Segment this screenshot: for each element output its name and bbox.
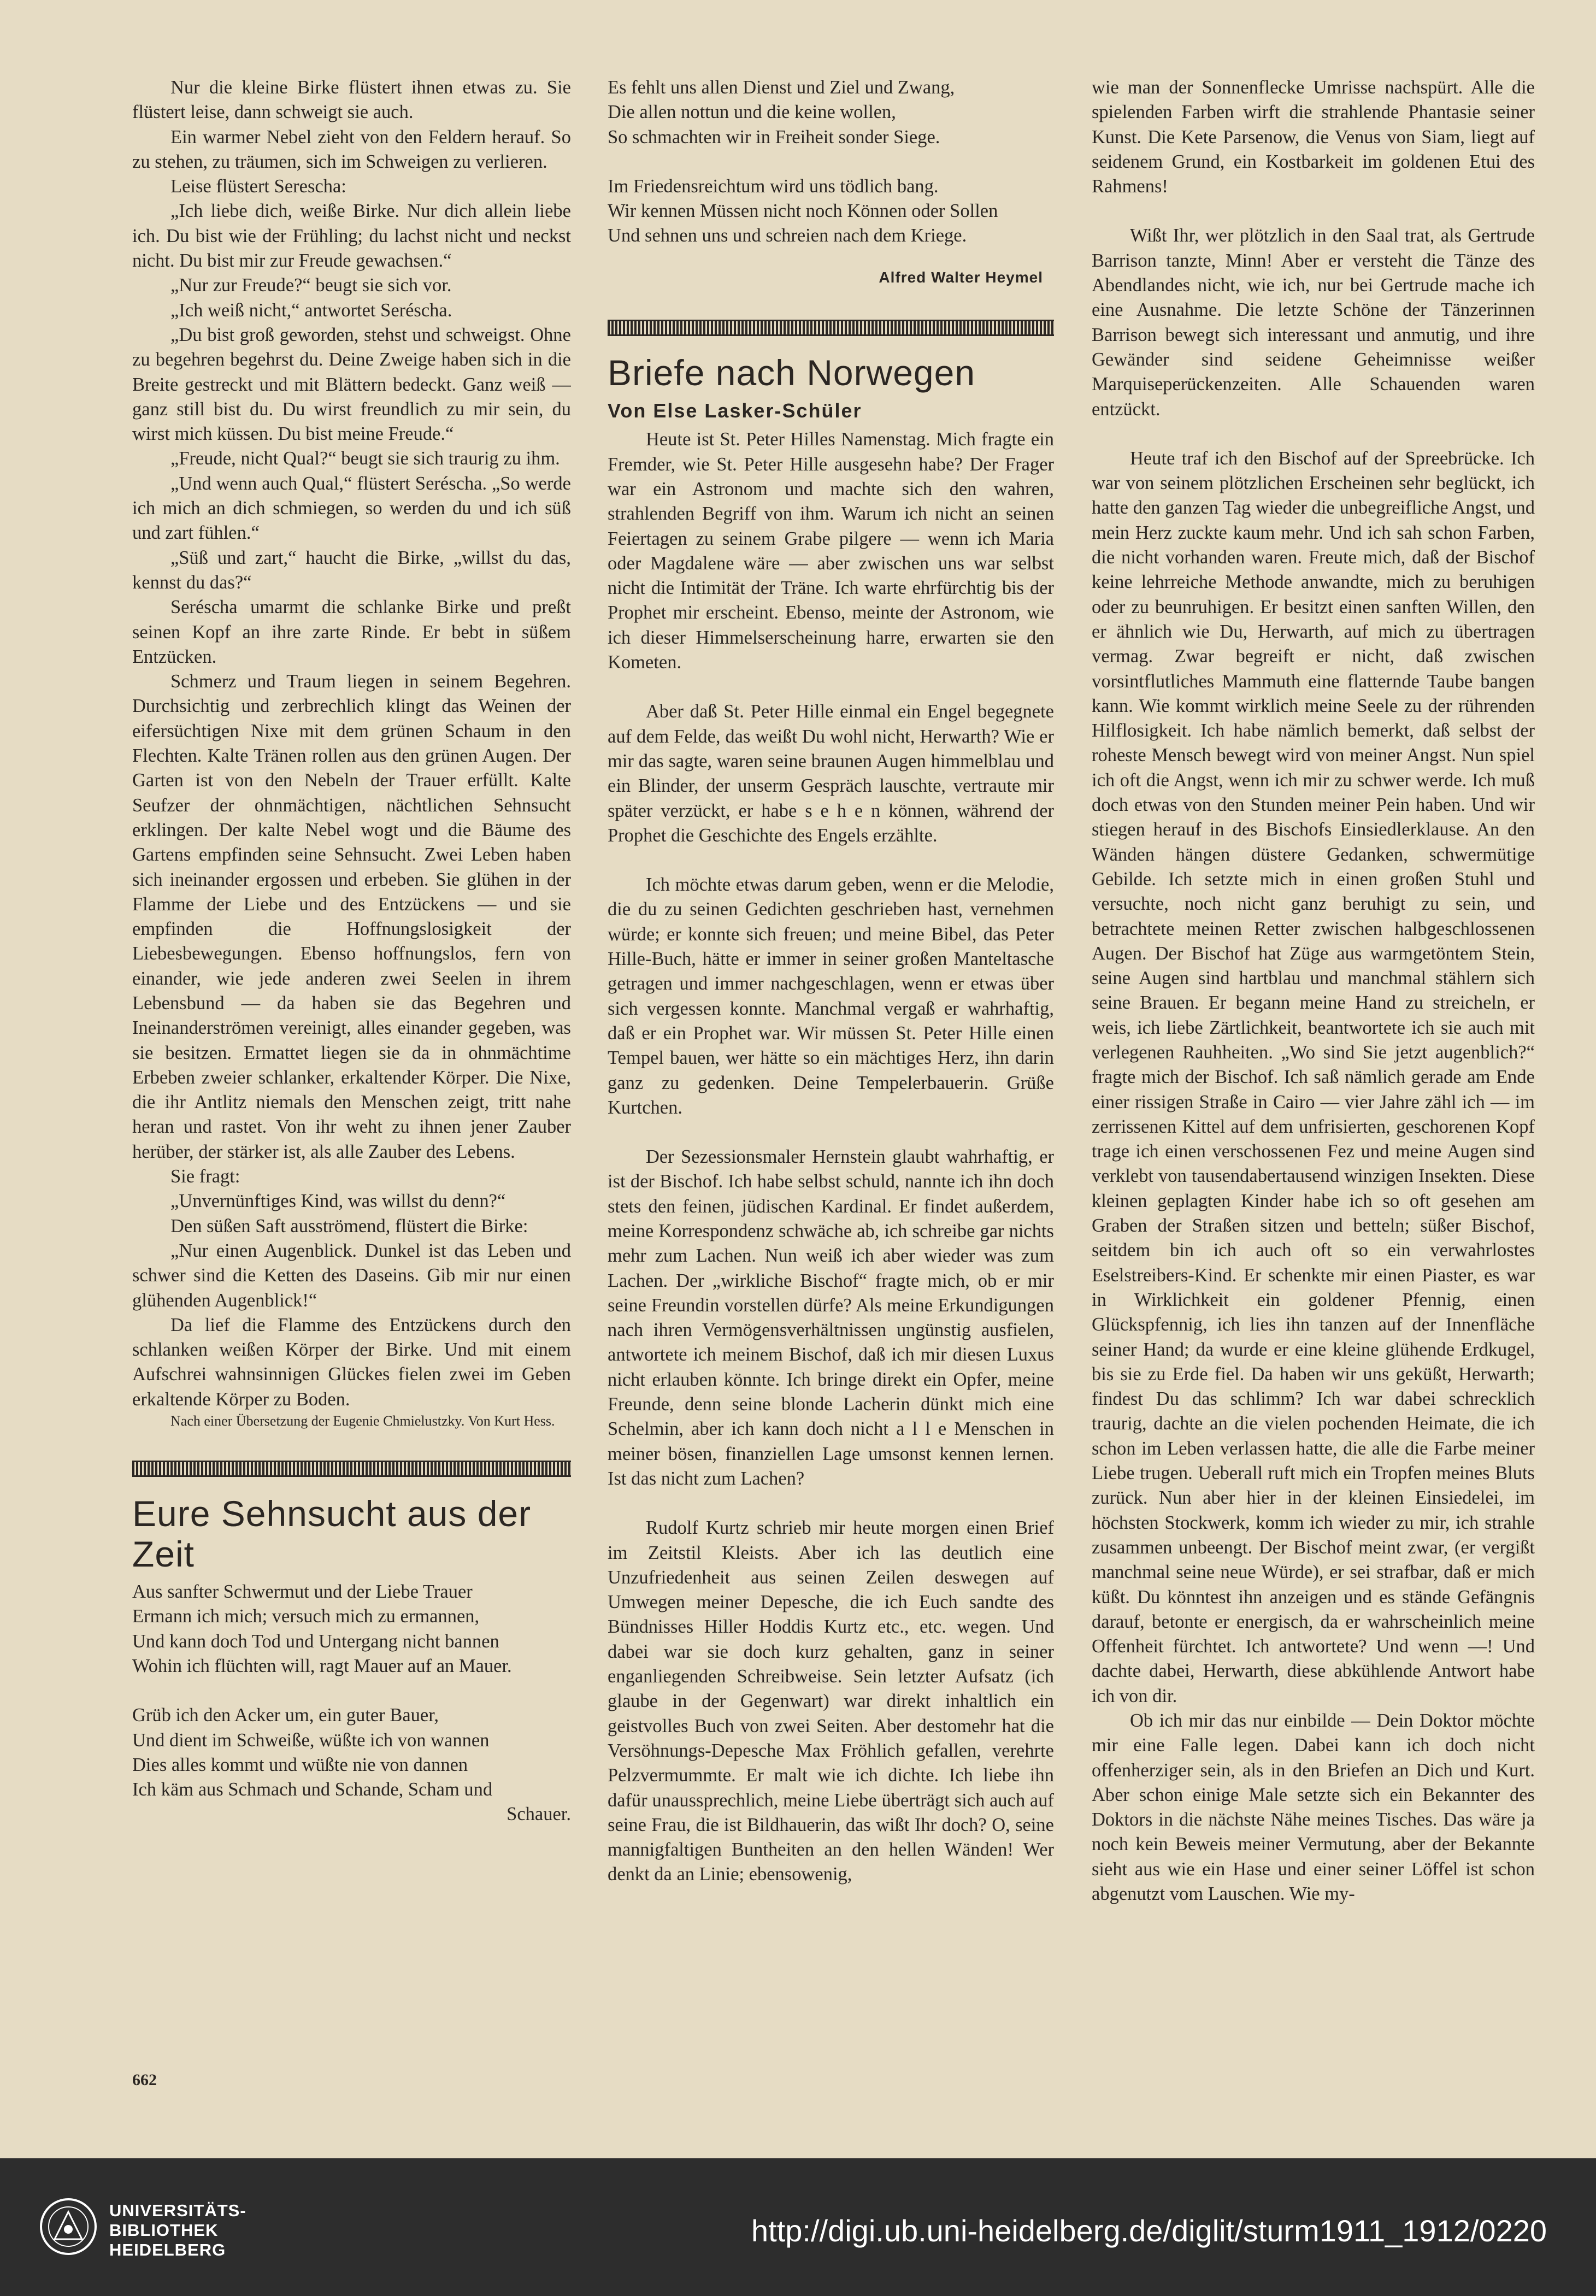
paragraph: Heute traf ich den Bischof auf der Spreebrücke. Ich war von seinem plötzlichen Erscheinen sehr beglückt, ich hatte den ganzen Tag wieder die unbegreifliche Angst, und mein Herz zuckte kaum mehr. Und ich sah schon Farben, die nicht vorhanden waren. Freute mich, daß der Bischof keine lehrreiche Methode anwandte, mich zu beruhigen oder zu beunruhigen. Er besitzt einen sanften Willen, den er ähnlich wie Du, Herwarth, auf mich zu übertragen vermag. Zwar begreift er nicht, daß zwischen vorsintflutliches Mammuth eine flatternde Taube bangen kann. Wie kommt wirklich meine Seele zu der rührenden Hilflosigkeit. Ich habe nämlich bemerkt, daß selbst der roheste Mensch bewegt wird von meiner Angst. Nun spiel ich oft die Angst, wenn ich mir zu schwer werde. Ich muß doch etwas von den Stunden meiner Pein haben. Und wir stiegen herauf in des Bischofs Einsiedlerklause. An den Wänden hängen düstere Gedanken, schwermütige Gebilde. Ich setzte mich in einen großen Stuhl und versuchte, noch nicht ganz beruhigt zu sein, und betrachtete meinen Retter zwischen halbgeschlossenen Augen. Der Bischof hat Züge aus warmgetöntem Stein, seine Augen sind hartblau und manchmal stählern sich seine Brauen. Er begann meine Hand zu streicheln, er weis, ich liebe Zärtlichkeit, beantwortete ich sie auch mit verlegenen Rauhheiten. „Wo sind Sie jetzt augenblich?“ fragte mich der Bischof. Ich saß nämlich gerade am Ende einer rissigen Straße in Cairo — vier Jahre zähl ich — im zerrissenen Kittel auf dem unfrisierten, geschorenen Kopf trage ich einen verschossenen Fez und meine Augen sind verklebt von tausendabertausend winzigen Insekten. Diese kleinen geplagten Kinder habe ich so oft gesehen am Graben der Straßen sitzen und betteln; süßer Bischof, seitdem bin ich auch oft so ein verwahrlostes Eselstreibers-Kind. Er schenkte mir einen Piaster, es war in Wirklichkeit ein goldener Pfennig, einen Glückspfennig, ich lies ihn tanzen auf der Innenfläche seiner Hand; da wurde er eine kleine glühende Erdkugel, bis sie zu Erde fiel. Da haben wir uns geküßt, Herwarth; findest Du das schlimm? Ich war dabei schrecklich traurig, dachte an die vielen pochenden Heimate, die ich schon im Leben verlassen hatte, die alle die Farbe meiner Liebe trugen. Ueberall ruft mich ein Tropfen meines Bluts zurück. Nun aber hier in der kleinen Einsiedelei, im höchsten Stockwerk, komm ich wieder zu mir, ich strahle zusammen unbeengt. Der Bischof meint zwar, (er vergißt manchmal seine neue Würde), er sei strafbar, daß er mich küßt. Du könntest ihn anzeigen und es stände Gefängnis darauf, betonte er energisch, da er wahrscheinlich meine Offenheit fürchtet. Ich antwortete? Und wenn —! Und dachte dabei, Herwarth, diese abkühlende Antwort habe ich von dir. <box>1092 448 1535 1706</box>
poem-line: Und sehnen uns und schreien nach dem Kriege. <box>608 225 967 246</box>
poem-stanza <box>608 75 1054 150</box>
poem-stanza <box>132 1703 571 1802</box>
logo-line: BIBLIOTHEK <box>109 2221 219 2240</box>
paragraph: Rudolf Kurtz schrieb mir heute morgen einen Brief im Zeitstil Kleists. Aber ich las deutlich eine Unzufriedenheit aus seinen Zeilen deswegen auf Umwegen meiner Depesche, die ich Euch sandte des Bündnisses Hiller Hoddis Kurtz etc., etc. wegen. Und dabei war sie doch kurz gehalten, ganz in seiner enganliegenden Schreibweise. Sein letzter Aufsatz (ich glaube in der Gegenwart) war direkt inhaltlich ein geistvolles Buch von zwei Seiten. Aber destomehr hat die Versöhnungs-Depesche Max Fröhlich gefallen, verehrte Pelzvermummte. Er malt wie ich dichte. Ich liebe ihn dafür unaussprechlich, meine Liebe überträgt sich auch auf seine Frau, die ist Bildhauerin, das wißt Ihr doch? O, seine mannigfaltigen Buntheiten an den hellen Wänden! Wer denkt da an Linie; ebensowenig, <box>608 1517 1054 1885</box>
paragraph: Leise flüstert Serescha: <box>170 176 346 197</box>
article-body-continued <box>1092 75 1535 1906</box>
paragraph: Nur die kleine Birke flüstert ihnen etwas zu. Sie flüstert leise, dann schweigt sie auch. <box>132 77 571 123</box>
paragraph: „Freude, nicht Qual?“ beugt sie sich traurig zu ihm. <box>170 448 560 469</box>
paragraph: Ich möchte etwas darum geben, wenn er die Melodie, die du zu seinen Gedichten geschrieben hast, vernehmen würde; er konnte sich freuen; und meine Bibel, das Peter Hille-Buch, hätte er immer in seiner großen Manteltasche getragen und immer nachgeschlagen, wenn er etwas über sich vergessen konnte. Manchmal vergaß er wahrhaftig, daß er ein Prophet war. Wir müssen St. Peter Hille einen Tempel bauen, wer hätte so ein mächtiges Herz, ihn darin ganz zu gedenken. Deine Tempelerbauerin. Grüße Kurtchen. <box>608 874 1054 1118</box>
poem-line: Schauer. <box>507 1804 571 1825</box>
university-seal-icon <box>38 2197 98 2257</box>
poem-line: Aus sanfter Schwermut und der Liebe Trauer <box>132 1581 473 1603</box>
paragraph: „Nur zur Freude?“ beugt sie sich vor. <box>170 275 452 296</box>
translation-note: Nach einer Übersetzung der Eugenie Chmielustzky. Von Kurt Hess. <box>170 1413 555 1429</box>
poem-stanza <box>608 174 1054 249</box>
story-continuation <box>132 75 571 1412</box>
column-left <box>132 75 571 2064</box>
paragraph: „Nur einen Augenblick. Dunkel ist das Leben und schwer sind die Ketten des Daseins. Gib mir nur einen glühenden Augenblick!“ <box>132 1240 571 1311</box>
paragraph: Heute ist St. Peter Hilles Namenstag. Mich fragte ein Fremder, wie St. Peter Hille ausgesehn habe? Der Frager war ein Astronom und machte sich den wahren, strahlenden Begriff von ihm. Warum ich nicht an seinen Feiertagen zu seinem Grabe pilgere — wenn ich Maria oder Magdalene wäre — aber zwischen uns war selbst nicht die Intimität der Träne. Ich warte ehrfürchtig bis der Prophet mir erscheint. Ebenso, meinte der Astronom, wie ich dieser Himmelserscheinung harre, erwarten sie den Kometen. <box>608 429 1054 673</box>
poem-line: Dies alles kommt und wüßte nie von dannen <box>132 1754 468 1775</box>
poem-line: Im Friedensreichtum wird uns tödlich bang. <box>608 175 939 197</box>
poem-stanza <box>132 1580 571 1679</box>
page-number: 662 <box>132 2071 157 2089</box>
column-middle <box>608 75 1054 2064</box>
paragraph: Ein warmer Nebel zieht von den Feldern herauf. So zu stehen, zu träumen, sich im Schweigen zu verlieren. <box>132 126 571 172</box>
paragraph: „Und wenn auch Qual,“ flüstert Seréscha. „So werde ich mich an dich schmiegen, so werden du und ich süß und zart fühlen.“ <box>132 473 571 544</box>
paragraph: Sie fragt: <box>170 1166 240 1187</box>
poem-line: Ermann ich mich; versuch mich zu ermannen, <box>132 1606 480 1627</box>
poem-line: Und kann doch Tod und Untergang nicht bannen <box>132 1630 499 1652</box>
paragraph: Seréscha umarmt die schlanke Birke und preßt seinen Kopf an ihre zarte Rinde. Er bebt in süßem Entzücken. <box>132 597 571 667</box>
poem-line: Die allen nottun und die keine wollen, <box>608 102 896 123</box>
poem-line: Ich käm aus Schmach und Schande, Scham und <box>132 1779 493 1800</box>
paragraph: Ob ich mir das nur einbilde — Dein Doktor möchte mir eine Falle legen. Dabei kann ich doch nicht offenherziger sein, als in den Briefen an Dich und Kurt. Aber schon einige Male setzte sich ein Bekannter des Doktors in die nächste Nähe meines Tisches. Das wäre ja noch kein Beweis meiner Vermutung, aber der Bekannte sieht aus wie ein Hase und einer seiner Löffel ist schon abgenutzt vom Lauschen. Wie my- <box>1092 1710 1535 1905</box>
poem-title: Eure Sehnsucht aus der Zeit <box>132 1493 532 1575</box>
paragraph: Schmerz und Traum liegen in seinem Begehren. Durchsichtig und zerbrechlich klingt das Weinen der eifersüchtigen Nixe mit dem grünen Schaum in den Flechten. Kalte Tränen rollen aus den grünen Augen. Der Garten ist von den Nebeln der Trauer erfüllt. Kalte Seufzer der ohnmächtigen, nächtlichen Sehnsucht erklingen. Der kalte Nebel wogt und die Bäume des Gartens empfinden seine Sehnsucht. Zwei Leben haben sich ineinander ergossen und erbeben. Sie glühen in der Flamme der Liebe und des Entzückens — und sie empfinden die Hoffnungslosigkeit der Liebesbewegungen. Ebenso hoffnungslos, fern von einander, wie jede anderen zwei Seelen in ihrem Lebensbund — da haben sie das Begehren und Ineinanderströmen vereinigt, alles einander gegeben, was sie besitzen. Ermattet liegen sie da in ohnmächtime Erbeben zweier schlanker, erkaltender Körper. Die Nixe, die ihr Antlitz niemals den Menschen zeigt, tritt nahe heran und rastet. Von ihr weht zu ihnen jener Zauber herüber, der stärker ist, als alle Zauber des Lebens. <box>132 671 571 1162</box>
poem-line: Und dient im Schweiße, wüßte ich von wannen <box>132 1729 490 1751</box>
paragraph: wie man der Sonnenflecke Umrisse nachspürt. Alle die spielenden Farben wirft die strahlende Phantasie seiner Kunst. Die Kete Parsenow, die Venus von Siam, liegt auf seidenem Grund, ein Kostbarkeit im goldenen Etui des Rahmens! <box>1092 77 1535 197</box>
article-title: Briefe nach Norwegen <box>608 352 976 393</box>
paragraph: Den süßen Saft ausströmend, flüstert die Birke: <box>170 1215 528 1237</box>
source-url-link[interactable]: http://digi.ub.uni-heidelberg.de/diglit/sturm1911_1912/0220 <box>751 2213 1547 2248</box>
article-byline: Von Else Lasker-Schüler <box>608 399 862 422</box>
paragraph: „Unvernünftiges Kind, was willst du denn?“ <box>170 1191 506 1212</box>
library-logo-text <box>109 2201 246 2260</box>
paragraph: Da lief die Flamme des Entzückens durch den schlanken weißen Körper der Birke. Und mit einem Aufschrei wahnsinnigen Glückes fielen zwei im Geben erkaltende Körper zu Boden. <box>132 1314 571 1410</box>
logo-line: HEIDELBERG <box>109 2240 226 2259</box>
paragraph: Aber daß St. Peter Hille einmal ein Engel begegnete auf dem Felde, das weißt Du wohl nicht, Herwarth? Wie er mir das sagte, waren seine braunen Augen himmelblau und ein Blinder, der unserm Gespräch lauschte, vertraute mir später verzückt, er habe s e h e n können, während der Prophet die Geschichte des Engels erzählte. <box>608 701 1054 846</box>
paragraph: Der Sezessionsmaler Hernstein glaubt wahrhaftig, er ist der Bischof. Ich habe selbst schuld, nannte ich ihn doch stets den feinen, jüdischen Kardinal. Er findet außerdem, meine Korrespondenz schwäche ab, ich schreibe gar nichts mehr zum Lachen. Nun weiß ich aber wieder was zum Lachen. Der „wirkliche Bischof“ fragte mich, ob er mir seine Freundin vorstellen dürfe? Als meine Erkundigungen nach ihren Vermögensverhältnissen ungünstig ausfielen, antwortete ich meinem Bischof, daß ich mir diesen Luxus nicht erlauben könnte. Ich bringe direkt ein Opfer, meine Freunde, denn seine blonde Lacherin dünkt mich eine Schelmin, aber ich kann doch nicht a l l e Menschen in meiner bösen, finanziellen Lage umsonst kennen lernen. Ist das nicht zum Lachen? <box>608 1146 1054 1489</box>
poem-line: Grüb ich den Acker um, ein guter Bauer, <box>132 1705 439 1726</box>
poem-line: Wohin ich flüchten will, ragt Mauer auf an Mauer. <box>132 1655 512 1676</box>
poem-line: So schmachten wir in Freiheit sonder Siege. <box>608 126 940 148</box>
poem-line: Es fehlt uns allen Dienst und Ziel und Zwang, <box>608 77 955 98</box>
poem-author: Alfred Walter Heymel <box>879 268 1043 286</box>
section-divider <box>608 320 1054 336</box>
logo-line: UNIVERSITÄTS- <box>109 2201 246 2220</box>
paragraph: „Ich weiß nicht,“ antwortet Seréscha. <box>170 299 452 321</box>
article-body <box>608 427 1054 1887</box>
paragraph: „Du bist groß geworden, stehst und schweigst. Ohne zu begehren begehrst du. Deine Zweige haben sich in die Breite gestreckt und mit Blättern bedeckt. Ganz weiß — ganz still bist du. Du wirst freundlich zu mir sein, du wirst mich küssen. Du bist meine Freude.“ <box>132 324 571 445</box>
paragraph: Wißt Ihr, wer plötzlich in den Saal trat, als Gertrude Barrison tanzte, Minn! Aber er versteht die Tänze des Abendlandes nicht, wie ich, nur bei Gertrude mache ich eine Ausnahme. Die letzte Schöne der Tänzerinnen Barrison bewegt sich interessant und anmutig, und ihre Gewänder sind seidene Geheimnisse weißer Marquiseperückenzeiten. Alle Schauenden waren entzückt. <box>1092 225 1535 420</box>
paragraph: „Ich liebe dich, weiße Birke. Nur dich allein liebe ich. Du bist wie der Frühling; du lachst nicht und neckst nicht. Du bist mir zur Freude gewachsen.“ <box>132 201 571 272</box>
section-divider <box>132 1461 571 1477</box>
poem-line: Wir kennen Müssen nicht noch Können oder Sollen <box>608 201 998 222</box>
viewer-footer <box>0 2158 1596 2296</box>
column-right <box>1092 75 1535 2064</box>
paragraph: „Süß und zart,“ haucht die Birke, „willst du das, kennst du das?“ <box>132 547 571 593</box>
